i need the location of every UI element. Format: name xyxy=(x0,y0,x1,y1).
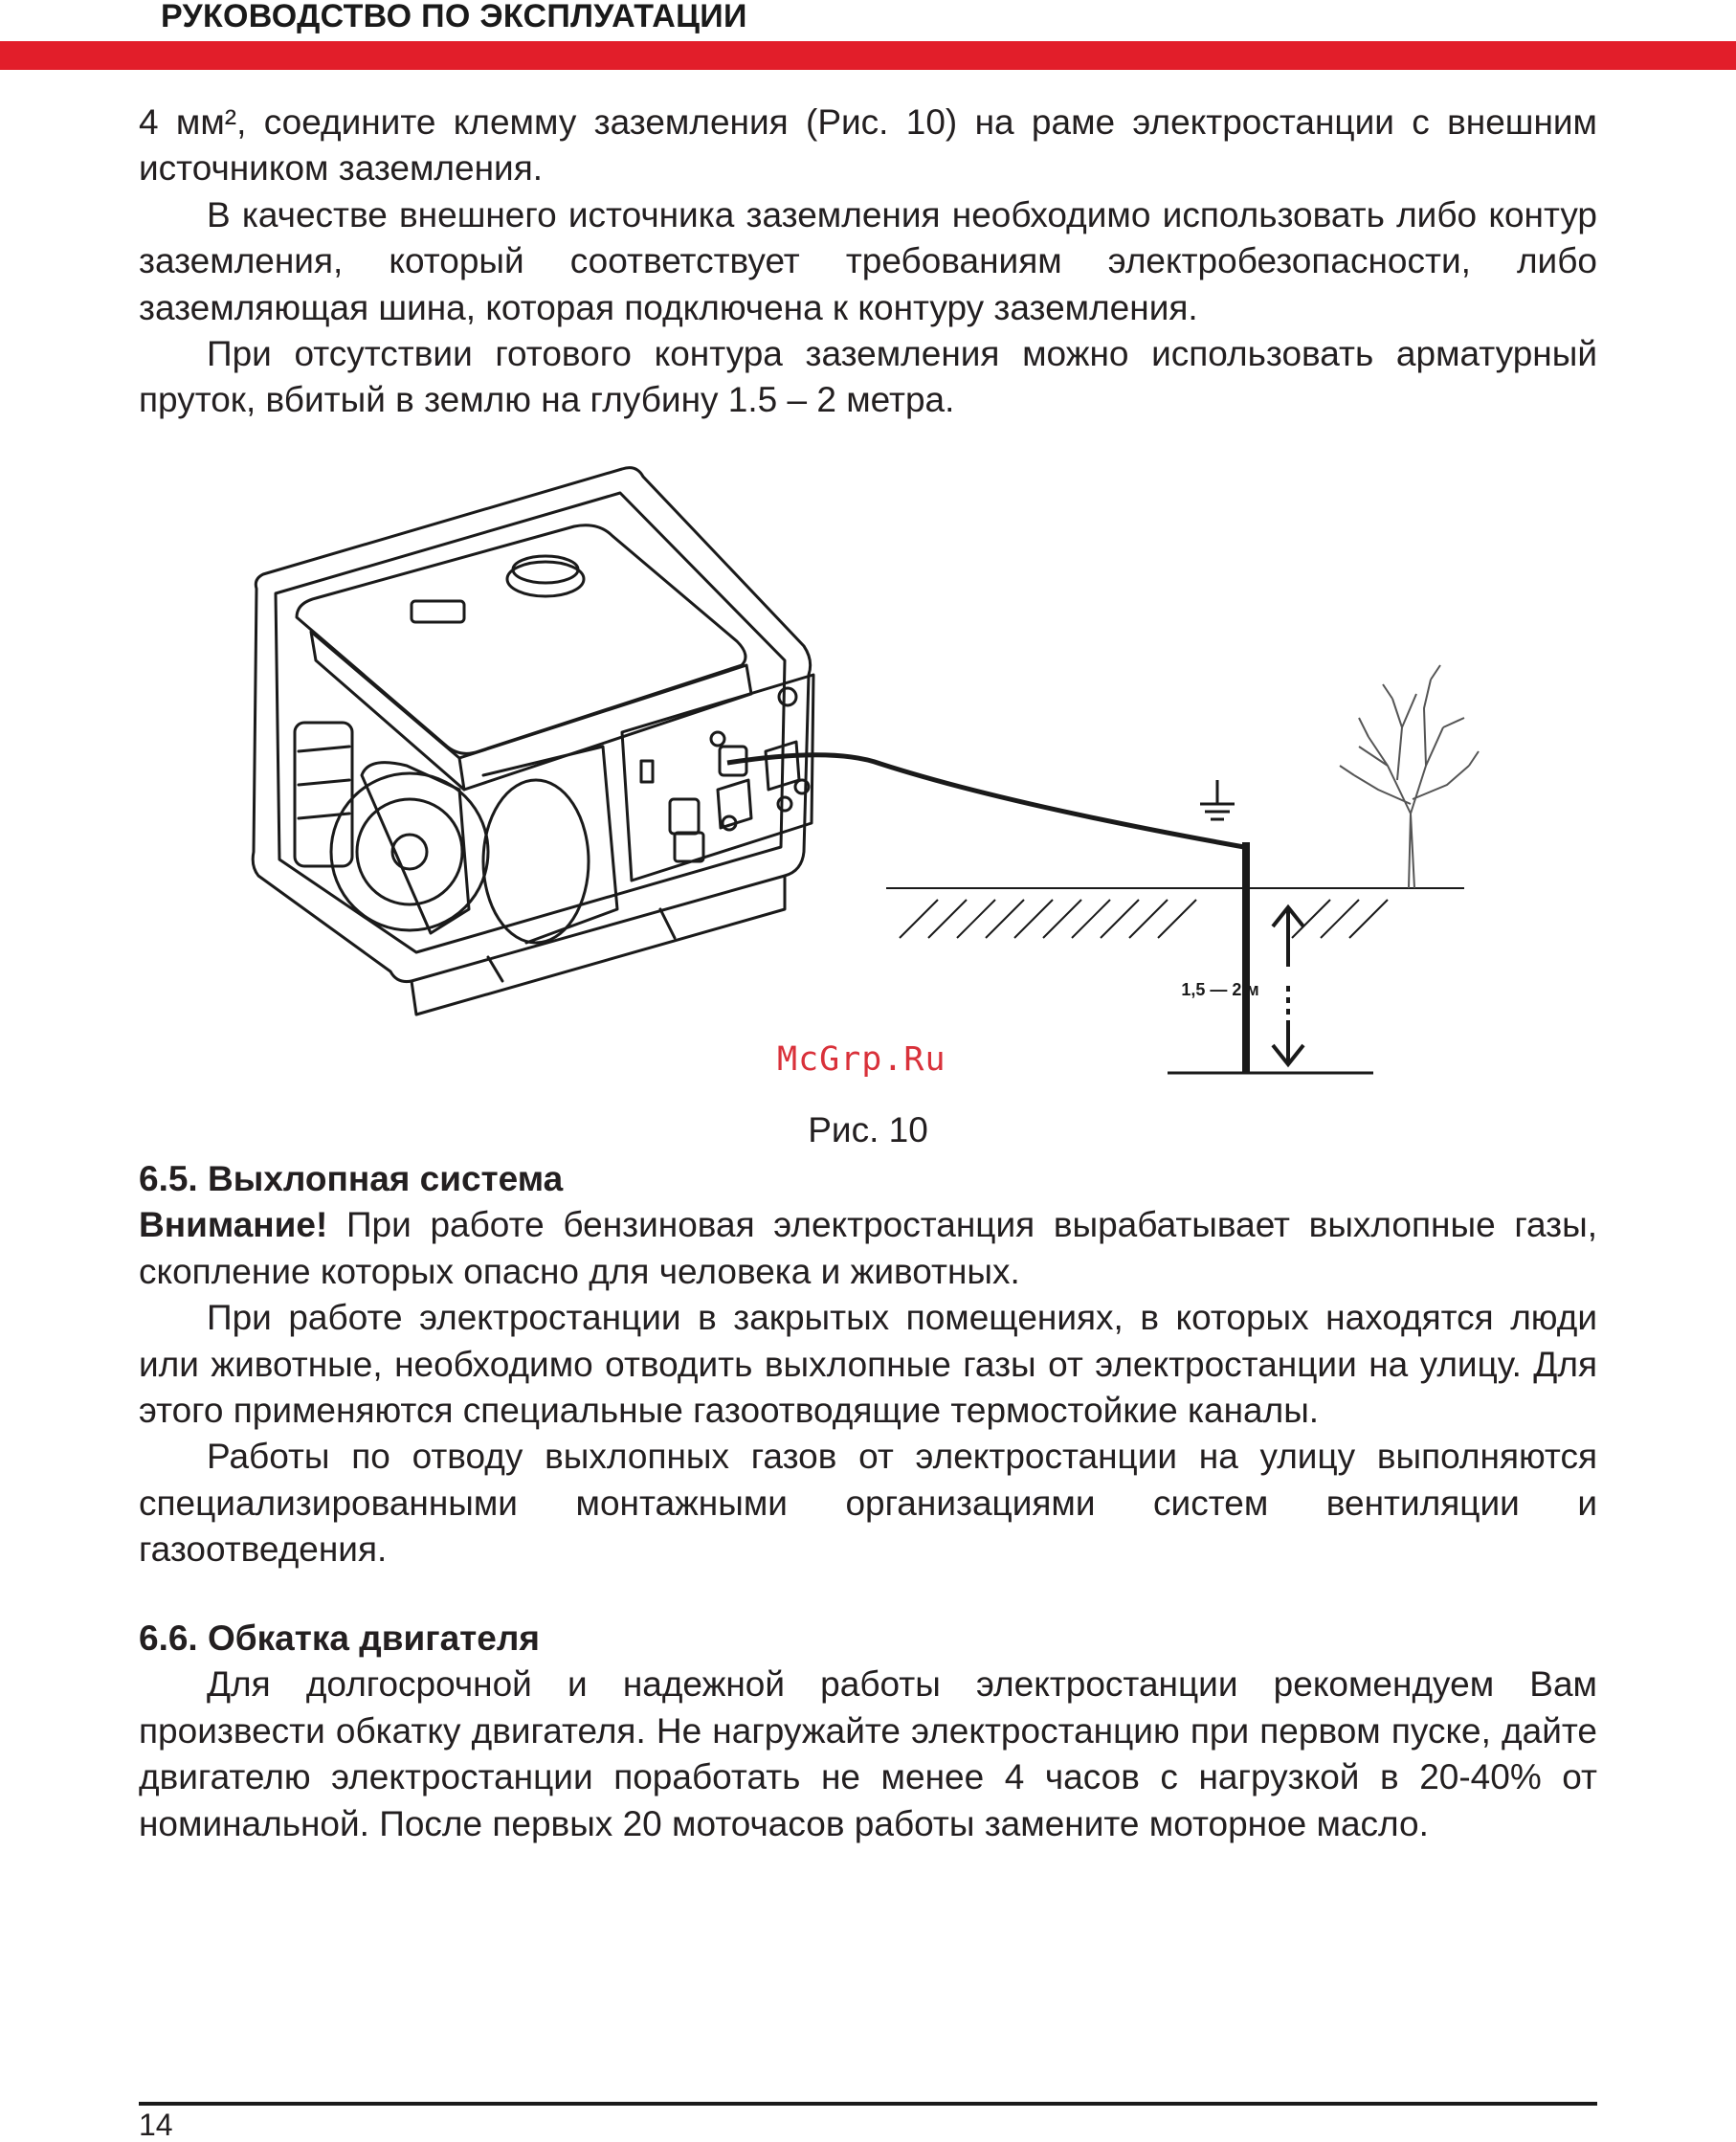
section-6-6 xyxy=(139,1616,1597,1847)
intro-paragraph-3: При отсутствии готового контура заземления можно использовать арматурный пруток, вбитый в землю на глубину 1.5 – 2 метра. xyxy=(139,334,1597,420)
warning-label: Внимание! xyxy=(139,1205,328,1245)
section-6-6-paragraph-1: Для долгосрочной и надежной работы электростанции рекомендуем Вам произвести обкатку двигателя. Не нагружайте электростанцию при первом пуске, дайте двигателю электростанции поработать не менее 4 часов с нагрузкой в 20-40% от номинальной. После первых 20 моточасов работы замените моторное масло. xyxy=(139,1664,1597,1843)
section-6-5-paragraph-2: При работе электростанции в закрытых помещениях, в которых находятся люди или животные, необходимо отводить выхлопные газы от электростанции на улицу. Для этого применяются специальные газоотводящие термостойкие каналы. xyxy=(139,1298,1597,1431)
footer-rule xyxy=(139,2102,1597,2106)
intro-paragraph-1: 4 мм², соедините клемму заземления (Рис. 10) на раме электростанции с внешним источником заземления. xyxy=(139,102,1597,189)
running-header: РУКОВОДСТВО ПО ЭКСПЛУАТАЦИИ xyxy=(161,0,747,34)
warning-paragraph xyxy=(139,1202,1597,1295)
figure-caption: Рис. 10 xyxy=(808,1110,928,1149)
ground-symbol-icon xyxy=(1200,780,1235,819)
intro-text xyxy=(139,100,1597,424)
intro-paragraph-2: В качестве внешнего источника заземления необходимо использовать либо контур заземления, который соответствует требованиям электробезопасности, либо заземляющая шина, которая подключена к контуру заземления. xyxy=(139,194,1597,327)
watermark: McGrp.Ru xyxy=(777,1040,946,1079)
grounding-figure xyxy=(239,459,1483,1091)
generator-illustration xyxy=(253,468,813,1015)
section-6-5-paragraph-3: Работы по отводу выхлопных газов от электростанции на улицу выполняются специализированными монтажными организациями систем вентиляции и газоотведения. xyxy=(139,1437,1597,1570)
page-number: 14 xyxy=(139,2108,173,2142)
section-heading-6-5: 6.5. Выхлопная система xyxy=(139,1159,564,1198)
warning-text: При работе бензиновая электростанция вырабатывает выхлопные газы, скопление которых опасно для человека и животных. xyxy=(139,1205,1597,1291)
grounding-illustration xyxy=(239,459,1483,1091)
depth-label: 1,5 — 2 м xyxy=(1181,980,1259,999)
section-6-5 xyxy=(139,1156,1597,1573)
ground-hatching xyxy=(900,900,1388,938)
header-accent-bar xyxy=(0,41,1736,70)
section-heading-6-6: 6.6. Обкатка двигателя xyxy=(139,1618,540,1658)
tree-icon xyxy=(1340,665,1479,888)
